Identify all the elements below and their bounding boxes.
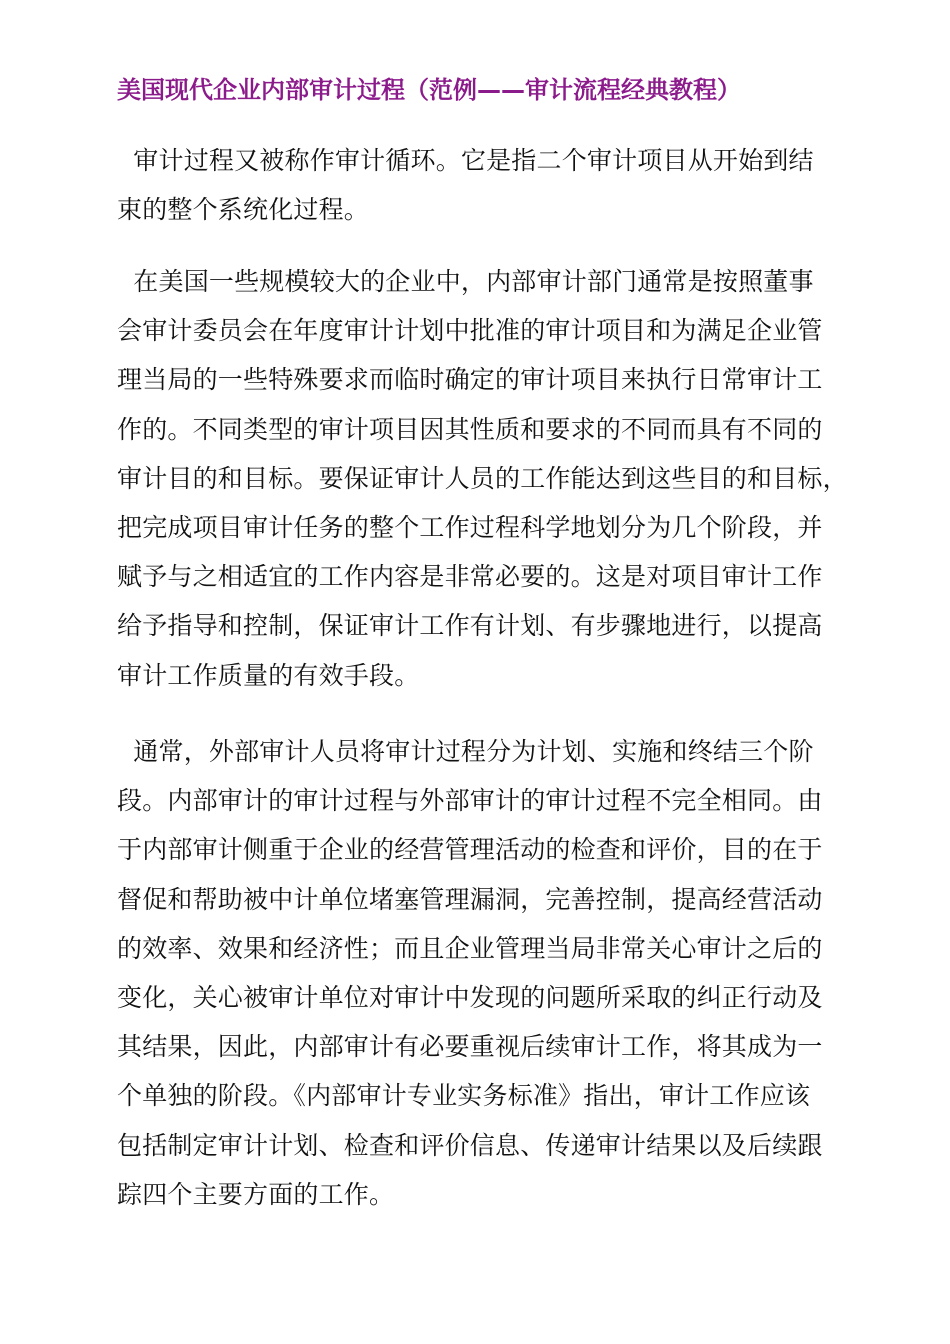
paragraph-line: 理当局的一些特殊要求而临时确定的审计项目来执行日常审计工 xyxy=(117,365,823,395)
paragraph-line: 包括制定审计计划、检查和评价信息、传递审计结果以及后续跟 xyxy=(117,1130,823,1160)
paragraph-line: 作的。不同类型的审计项目因其性质和要求的不同而具有不同的 xyxy=(117,414,823,444)
paragraph-1 xyxy=(117,136,835,234)
paragraph-line: 个单独的阶段。《内部审计专业实务标准》指出，审计工作应该 xyxy=(117,1081,811,1111)
paragraph-line: 于内部审计侧重于企业的经营管理活动的检查和评价，目的在于 xyxy=(117,835,823,865)
paragraph-line: 给予指导和控制，保证审计工作有计划、有步骤地进行，以提高 xyxy=(117,611,823,641)
paragraph-line: 踪四个主要方面的工作。 xyxy=(117,1179,395,1209)
paragraph-line: 审计过程又被称作审计循环。它是指二个审计项目从开始到结 xyxy=(117,146,814,175)
paragraph-line: 审计工作质量的有效手段。 xyxy=(117,660,420,690)
paragraph-line: 其结果，因此，内部审计有必要重视后续审计工作，将其成为一 xyxy=(117,1032,823,1062)
paragraph-line: 段。内部审计的审计过程与外部审计的审计过程不完全相同。由 xyxy=(117,786,823,816)
paragraph-line: 束的整个系统化过程。 xyxy=(117,195,370,225)
paragraph-line: 赋予与之相适宜的工作内容是非常必要的。这是对项目审计工作 xyxy=(117,562,823,592)
paragraph-2 xyxy=(117,257,848,700)
paragraph-line: 变化，关心被审计单位对审计中发现的问题所采取的纠正行动及 xyxy=(117,982,823,1012)
paragraph-line: 通常，外部审计人员将审计过程分为计划、实施和终结三个阶 xyxy=(117,737,814,766)
paragraph-line: 审计目的和目标。要保证审计人员的工作能达到这些目的和目标， xyxy=(117,463,848,493)
paragraph-3 xyxy=(117,727,835,1219)
paragraph-line: 把完成项目审计任务的整个工作过程科学地划分为几个阶段，并 xyxy=(117,512,823,542)
paragraph-line: 督促和帮助被中计单位堵塞管理漏洞，完善控制，提高经营活动 xyxy=(117,884,823,914)
paragraph-line: 会审计委员会在年度审计计划中批准的审计项目和为满足企业管 xyxy=(117,316,823,346)
document-title: 美国现代企业内部审计过程（范例——审计流程经典教程） xyxy=(117,76,741,104)
paragraph-line: 的效率、效果和经济性；而且企业管理当局非常关心审计之后的 xyxy=(117,933,823,963)
paragraph-line: 在美国一些规模较大的企业中，内部审计部门通常是按照董事 xyxy=(117,267,814,296)
